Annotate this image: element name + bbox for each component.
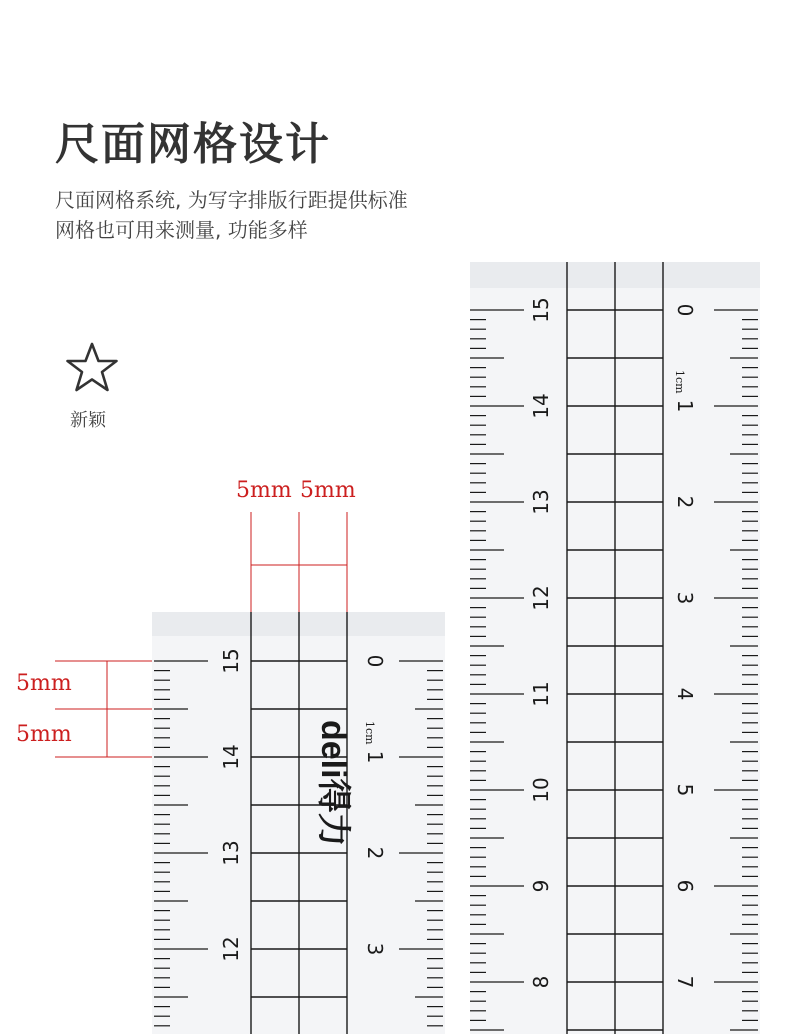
cm-number: 5 [673,783,697,797]
cm-number: 1 [363,750,387,764]
cm-number: 12 [219,936,243,962]
cm-number: 14 [219,744,243,770]
page-title: 尺面网格设计 [55,119,331,170]
cm-number: 1 [673,399,697,413]
badge-label: 新颖 [70,410,106,431]
cm-number: 4 [673,687,697,701]
dim-label-h-right: 5mm [300,478,356,503]
cm-number: 15 [219,648,243,674]
description-line-1: 尺面网格系统, 为写字排版行距提供标准 [55,188,408,212]
cm-number: 15 [529,297,553,323]
cm-number: 2 [363,846,387,860]
cm-number: 13 [219,840,243,866]
cm-number: 3 [363,942,387,956]
unit-label: 1cm [673,370,686,394]
cm-number: 8 [529,975,553,989]
cm-number: 10 [529,777,553,803]
cm-number: 11 [529,681,553,707]
cm-number: 12 [529,585,553,611]
dim-label-v-top: 5mm [16,671,72,696]
unit-label: 1cm [363,721,376,745]
cm-number: 2 [673,495,697,509]
brand-logo: deli得力 [314,720,352,847]
cm-number: 14 [529,393,553,419]
description-line-2: 网格也可用来测量, 功能多样 [55,218,308,242]
cm-number: 3 [673,591,697,605]
cm-number: 9 [529,879,553,893]
cm-number: 7 [673,975,697,989]
cm-number: 6 [673,879,697,893]
dim-label-v-bottom: 5mm [16,722,72,747]
cm-number: 13 [529,489,553,515]
dim-label-h-left: 5mm [236,478,292,503]
cm-number: 0 [673,303,697,317]
cm-number: 0 [363,654,387,668]
